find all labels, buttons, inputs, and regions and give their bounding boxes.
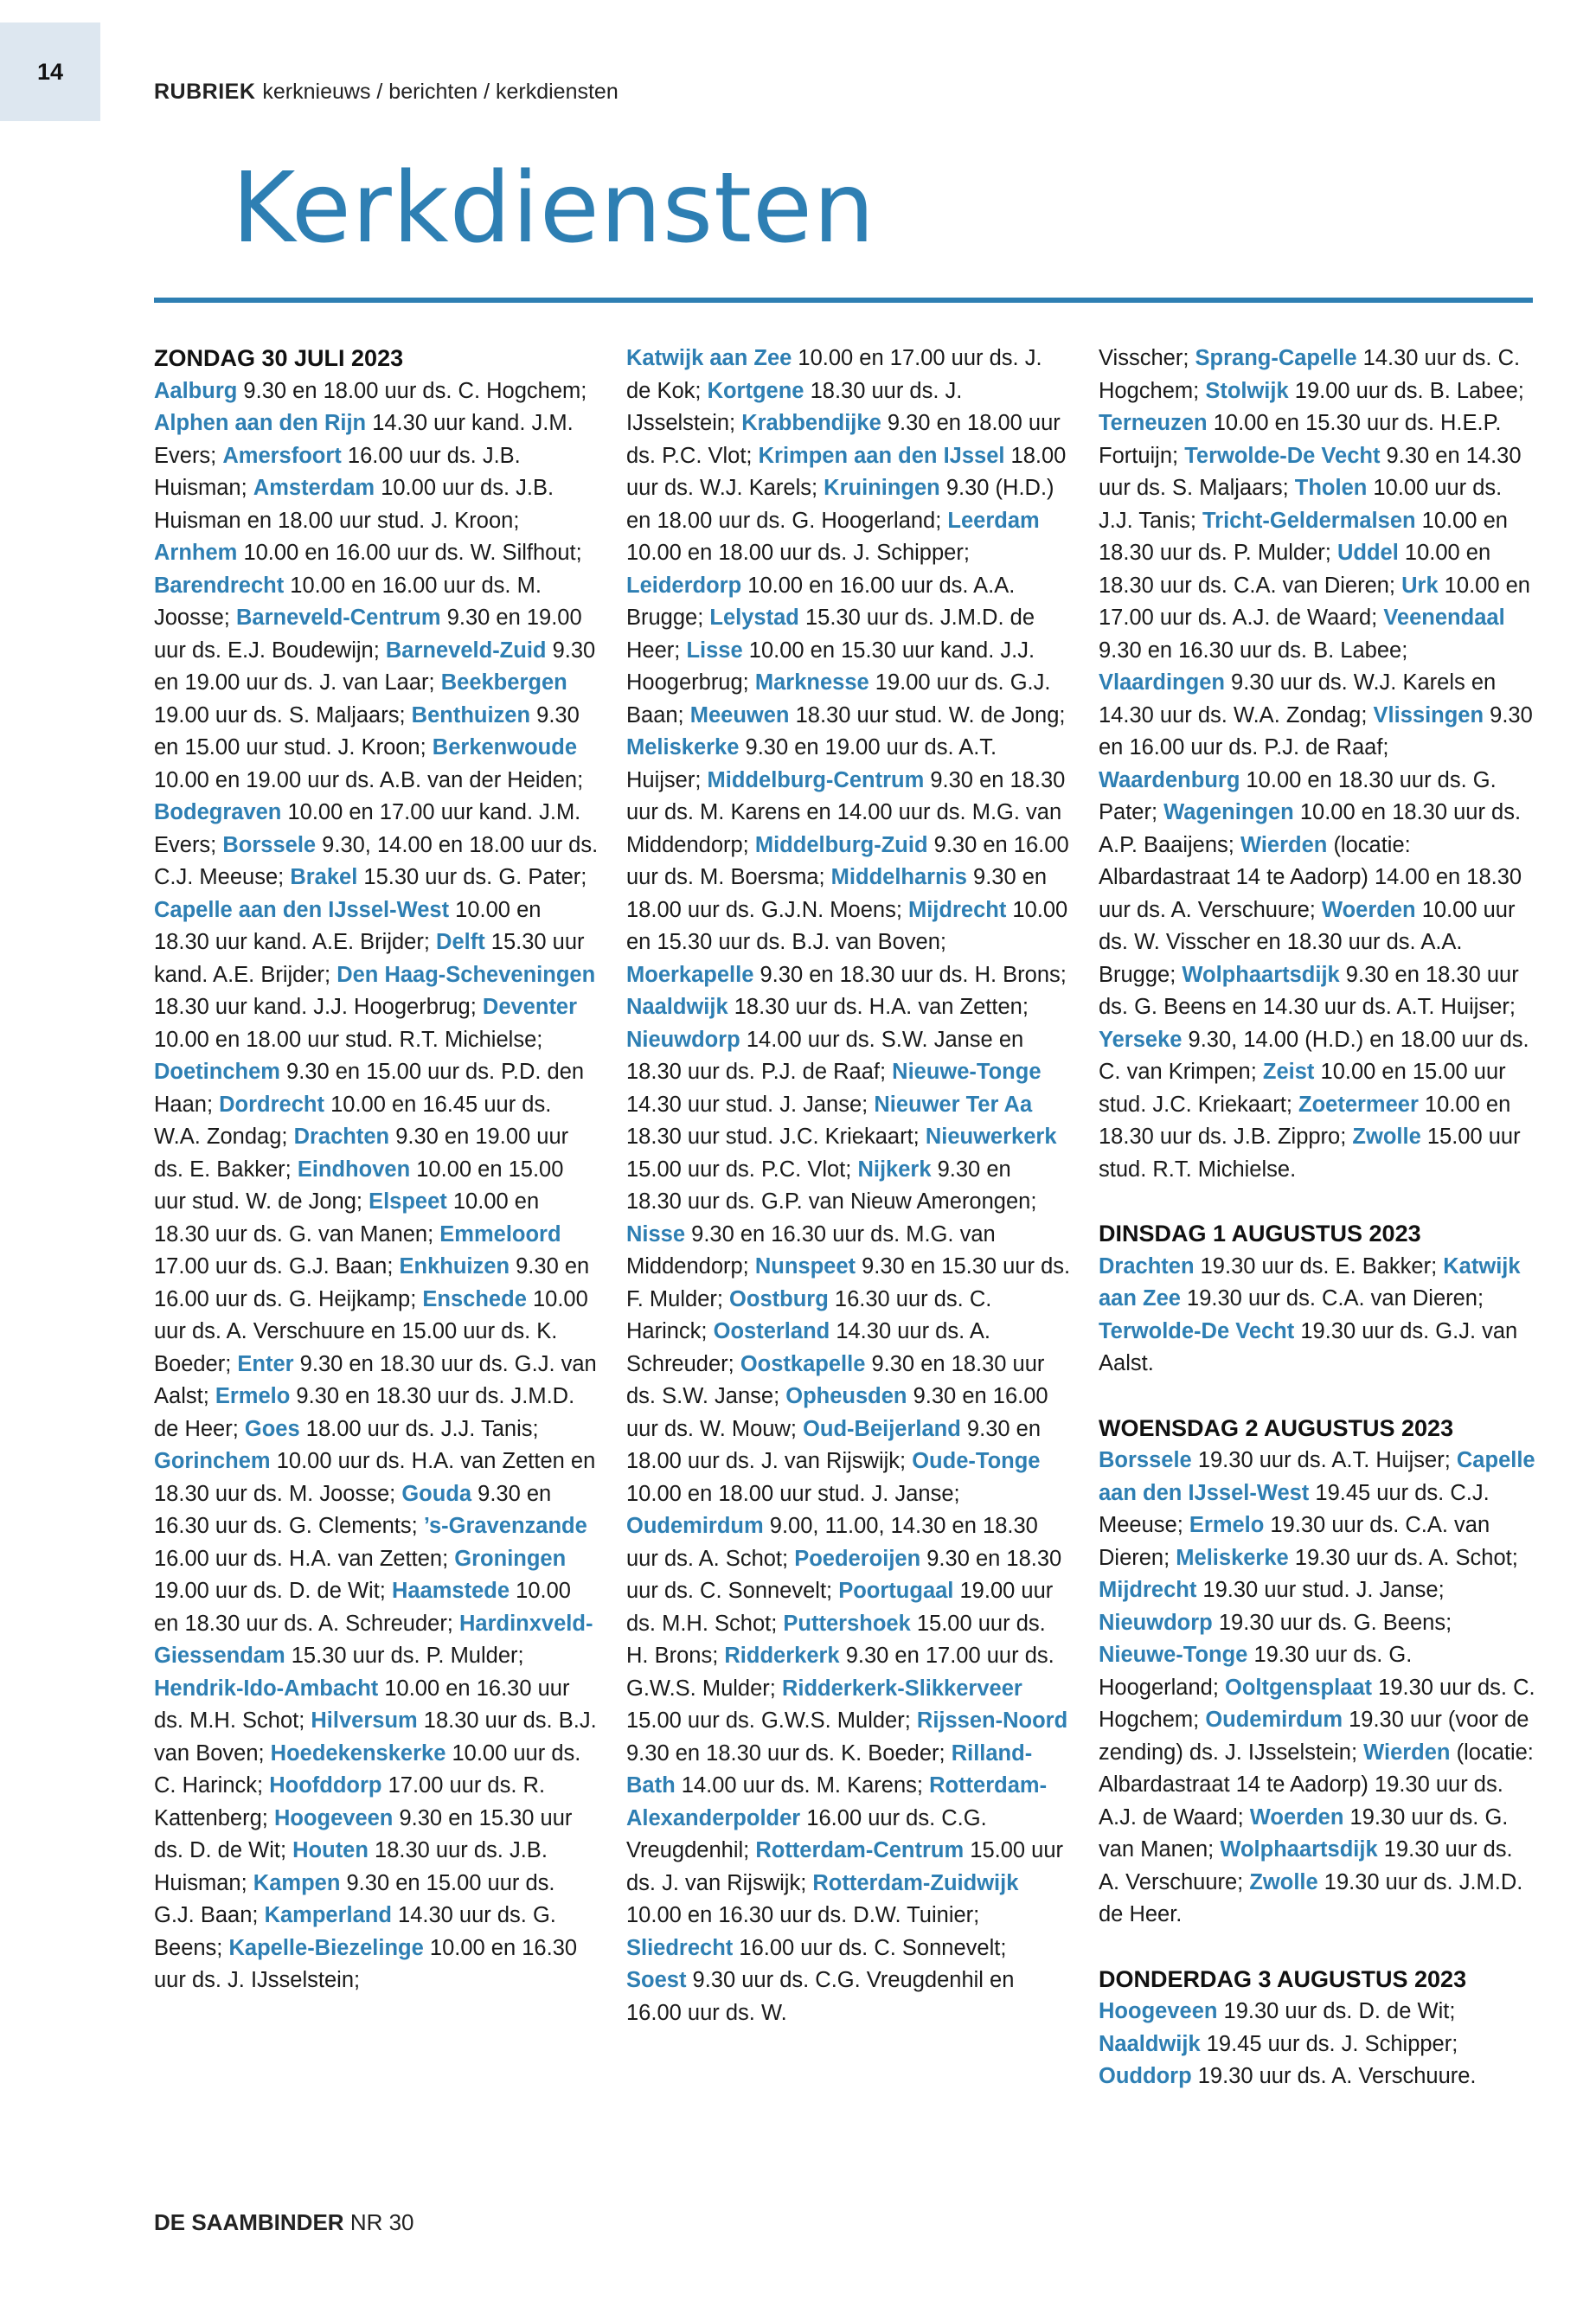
footer-magazine: DE SAAMBINDER [154,2209,344,2235]
place-name: Oostkapelle [740,1351,866,1376]
place-name: Kortgene [707,378,804,403]
service-details: 10.00 en 15.00 uur stud. W. de Jong; [154,1157,564,1214]
service-details: 9.30 en 18.00 uur ds. P.C. Vlot; [626,411,1061,468]
service-details: 9.30 uur ds. W.J. Karels en 14.30 uur ds. W.A. Zondag; [1099,670,1497,727]
place-name: Beekbergen [440,670,567,695]
place-name: Ouddorp [1099,2064,1192,2088]
place-name: Middelburg-Centrum [707,767,925,792]
service-details: 19.30 uur ds. G. Hoogerland; [1099,1643,1413,1700]
place-name: Nijkerk [857,1157,932,1182]
service-details: 15.30 uur ds. J.M.D. de Heer; [626,606,1035,663]
place-name: Rijssen-Noord [916,1708,1068,1733]
service-details: 9.30 en 16.00 uur ds. G. Heijkamp; [154,1254,590,1311]
place-name: Groningen [454,1546,567,1571]
service-list [1099,1996,1535,2093]
place-name: Naaldwijk [626,995,728,1019]
place-name: Nieuwer Ter Aa [874,1092,1033,1117]
service-details: 9.30, 14.00 en 18.00 uur ds. C.J. Meeuse; [154,832,599,889]
service-details: 9.30 en 16.00 uur ds. M. Boersma; [626,832,1069,889]
service-details: 19.30 uur ds. A. Verschuure. [1191,2064,1477,2088]
service-details: 19.30 uur ds. C. Hogchem; [1099,1675,1535,1732]
place-name: ’s-Gravenzande [423,1514,587,1538]
service-details: 14.30 uur ds. C. Hogchem; [1099,346,1521,403]
place-name: Sprang-Capelle [1195,346,1357,370]
place-name: Hilversum [311,1708,418,1733]
place-name: Emmeloord [439,1221,561,1247]
day-heading: DINSDAG 1 AUGUSTUS 2023 [1099,1221,1421,1247]
place-name: Wolphaartsdijk [1220,1837,1378,1862]
service-details: 9.30 en 15.00 uur stud. J. Kroon; [154,702,580,760]
place-name: Mijdrecht [907,897,1007,922]
place-name: Alphen aan den Rijn [154,411,367,435]
place-name: Middelburg-Zuid [754,832,928,857]
service-details: 10.00 en 16.30 uur ds. M.H. Schot; [154,1676,570,1733]
service-details: 9.30 en 18.30 uur ds. S.W. Janse; [626,1351,1045,1408]
place-name: Tholen [1294,476,1368,500]
service-details: 10.00 en 18.30 uur ds. P. Mulder; [1099,508,1508,565]
service-details: 15.00 uur ds. H. Brons; [626,1611,1046,1668]
place-name: Nunspeet [754,1254,856,1279]
service-details: 18.30 uur ds. J.B. Huisman; [154,1838,548,1895]
place-name: Ermelo [1189,1513,1265,1537]
service-details: 9.30 en 19.00 uur ds. E.J. Boudewijn; [154,606,582,663]
service-list [1099,1251,1535,1381]
place-name: Poortugaal [838,1579,954,1603]
place-name: Aalburg [154,378,238,403]
service-day-section [1099,343,1535,1186]
place-name: Lisse [686,638,743,663]
place-name: Wierden [1363,1740,1451,1765]
place-name: Oudemirdum [1205,1708,1343,1732]
service-details: 15.00 uur ds. G.W.S. Mulder; [626,1708,917,1733]
service-details: 9.30 en 18.00 uur ds. C. Hogchem; [237,378,587,403]
place-name: Middelharnis [830,865,967,889]
place-name: Katwijk aan Zee [626,346,792,370]
service-details: (locatie: Albardastraat 14 te Aadorp) 19.30 uur ds. A.J. de Waard; [1099,1740,1534,1830]
column-3 [1099,343,1535,2093]
service-details: 10.00 uur ds. A. Verschuure en 15.00 uur ds. K. Boeder; [154,1286,588,1376]
service-details: 10.00 en 18.00 uur ds. J. Schipper; [626,541,970,565]
day-heading: DONDERDAG 3 AUGUSTUS 2023 [1099,1965,1467,1992]
rubriek-path: kerknieuws / berichten / kerkdiensten [262,80,619,104]
place-name: Nieuwdorp [1099,1610,1213,1635]
place-name: Stolwijk [1205,378,1289,403]
service-details: 10.00 en 15.00 uur stud. J.C. Kriekaart; [1099,1060,1506,1117]
service-details: 14.00 uur ds. S.W. Janse en 18.30 uur ds. P.J. de Raaf; [626,1027,1024,1084]
place-name: Vlissingen [1373,702,1484,727]
service-details: 9.30 en 18.30 uur ds. G.P. van Nieuw Amerongen; [626,1157,1037,1214]
place-name: Yerseke [1099,1027,1183,1052]
place-name: Moerkapelle [626,962,754,987]
service-details: 18.30 uur stud. J.C. Kriekaart; [626,1125,926,1149]
place-name: Poederoijen [794,1546,921,1571]
place-name: Deventer [482,995,578,1019]
service-details: 19.30 uur ds. A. Schot; [1288,1545,1518,1570]
place-name: Doetinchem [154,1060,280,1084]
service-details: 9.30 en 16.30 uur ds. G. Clements; [154,1481,552,1538]
service-details: 10.00 en 18.30 uur kand. A.E. Brijder; [154,897,542,954]
service-day-section [1099,1964,1535,2093]
place-name: Dordrecht [219,1092,324,1117]
service-details: 10.00 en 16.00 uur ds. W. Silfhout; [237,541,582,565]
place-name: Capelle aan den IJssel-West [154,897,450,922]
service-details: 10.00 uur ds. H.A. van Zetten en 18.30 uur ds. M. Joosse; [154,1449,596,1506]
place-name: Wolphaartsdijk [1182,962,1340,987]
service-details: 10.00 en 18.30 uur ds. G. Pater; [1099,767,1497,824]
place-name: Naaldwijk [1099,2031,1201,2056]
service-details: 10.00 en 15.30 uur ds. H.E.P. Fortuijn; [1099,411,1502,468]
service-day-section [154,343,599,1997]
service-details: 16.00 uur ds. J.B. Huisman; [154,443,521,500]
service-details: 9.30 en 14.30 uur ds. S. Maljaars; [1099,443,1522,500]
service-details: 18.00 uur ds. J.J. Tanis; [299,1416,539,1441]
continued-text: Visscher; [1099,346,1195,370]
place-name: Krabbendijke [741,411,881,435]
service-details: 10.00 en 16.00 uur ds. M. Joosse; [154,573,542,630]
service-details: 18.30 uur ds. H.A. van Zetten; [727,995,1029,1019]
service-details: 9.30 en 16.00 uur ds. P.J. de Raaf; [1099,702,1533,760]
service-details: 9.30 en 19.00 uur ds. J. van Laar; [154,638,596,695]
service-details: 10.00 uur ds. J.J. Tanis; [1099,476,1503,533]
service-details: 9.30 en 16.30 uur ds. B. Labee; [1099,638,1408,663]
service-details: 9.30 en 18.30 uur ds. G.J. van Aalst; [154,1351,597,1408]
place-name: Woerden [1249,1804,1344,1830]
service-details: 19.30 uur ds. G.J. van Aalst. [1099,1318,1518,1375]
place-name: Hoogeveen [273,1805,394,1830]
footer [154,2209,414,2236]
section-header [154,80,619,105]
place-name: Mijdrecht [1099,1578,1197,1602]
place-name: Drachten [293,1125,390,1149]
place-name: Uddel [1336,541,1399,565]
service-details: 9.30 en 18.00 uur ds. J. van Rijswijk; [626,1416,1042,1473]
service-details: 19.30 uur ds. A. Verschuure; [1099,1837,1513,1894]
service-details: 19.00 uur ds. S. Maljaars; [154,702,412,727]
place-name: Bodegraven [154,800,282,824]
service-details: 15.30 uur ds. G. Pater; [357,865,587,889]
place-name: Terwolde-De Vecht [1184,443,1381,468]
service-details: 10.00 en 16.30 uur ds. J. IJsselstein; [154,1935,578,1992]
column-2 [626,343,1072,2029]
place-name: Oud-Beijerland [803,1416,961,1441]
service-details: 19.30 uur ds. E. Bakker; [1194,1253,1444,1279]
service-details: 10.00 en 18.00 uur stud. J. Janse; [626,1481,960,1506]
place-name: Hoedekenskerke [270,1740,446,1766]
service-details: 14.30 uur stud. J. Janse; [626,1092,875,1117]
service-details: 10.00 en 18.00 uur stud. R.T. Michielse; [154,1027,543,1052]
service-details: 19.30 uur ds. C.A. van Dieren; [1099,1513,1490,1570]
place-name: Capelle aan den IJssel-West [1099,1448,1535,1505]
service-details: 9.30 en 17.00 uur ds. G.W.S. Mulder; [626,1644,1054,1701]
service-details: 9.30, 14.00 (H.D.) en 18.00 uur ds. C. van Krimpen; [1099,1027,1529,1084]
place-name: Vlaardingen [1099,670,1225,695]
place-name: Kruiningen [824,476,940,500]
page-number: 14 [0,22,100,121]
service-details: 15.00 uur ds. P.C. Vlot; [626,1157,858,1182]
column-1 [154,343,599,1997]
place-name: Enkhuizen [399,1254,510,1279]
place-name: Puttershoek [783,1611,911,1636]
service-details: 15.00 uur ds. J. van Rijswijk; [626,1838,1064,1895]
place-name: Urk [1401,573,1439,598]
service-details: 9.30 en 18.30 uur ds. M. Karens en 14.00 uur ds. M.G. van Middendorp; [626,767,1066,857]
place-name: Rotterdam-Alexanderpolder [626,1773,1048,1830]
service-details: 17.00 uur ds. G.J. Baan; [154,1254,400,1279]
place-name: Enschede [422,1286,527,1311]
place-name: Sliedrecht [626,1935,734,1960]
service-details: 19.30 uur (voor de zending) ds. J. IJsselstein; [1099,1708,1529,1765]
service-details: 19.30 uur ds. J.M.D. de Heer. [1099,1869,1523,1926]
service-details: 10.00 en 18.30 uur ds. G. van Manen; [154,1189,540,1247]
service-details: (locatie: Albardastraat 14 te Aadorp) 14.00 en 18.30 uur ds. A. Verschuure; [1099,832,1522,922]
place-name: Zeist [1262,1060,1315,1084]
service-details: 19.30 uur ds. D. de Wit; [1217,1999,1456,2023]
service-details: 10.00 uur ds. C. Harinck; [154,1740,581,1798]
service-details: 17.00 uur ds. R. Kattenberg; [154,1773,546,1830]
place-name: Brakel [290,865,358,889]
service-details: 10.00 en 17.00 uur ds. J. de Kok; [626,346,1042,403]
service-details: 10.00 en 19.00 uur ds. A.B. van der Heiden; [154,767,584,792]
service-details: 9.30 en 19.00 uur ds. A.T. Huijser; [626,735,997,792]
place-name: Gorinchem [154,1449,271,1473]
service-details: 9.30 en 15.30 uur ds. F. Mulder; [626,1254,1071,1311]
service-details: 19.30 uur ds. A.T. Huijser; [1191,1448,1457,1472]
rubriek-label: RUBRIEK [154,80,256,104]
service-details: 19.30 uur ds. C.A. van Dieren; [1180,1286,1484,1311]
place-name: Ooltgensplaat [1225,1675,1373,1700]
place-name: Goes [244,1416,300,1441]
place-name: Ridderkerk-Slikkerveer [781,1676,1022,1701]
service-details: 14.30 uur ds. G. Beens; [154,1903,556,1960]
place-name: Amersfoort [222,443,342,468]
place-name: Hoogeveen [1099,1999,1218,2023]
place-name: Meliskerke [626,735,740,760]
service-details: 10.00 uur ds. J.B. Huisman en 18.00 uur stud. J. Kroon; [154,476,554,533]
service-details: 14.30 uur kand. J.M. Evers; [154,411,574,468]
service-details: 9.30 en 18.30 uur ds. G. Beens en 14.30 uur ds. A.T. Huijser; [1099,962,1519,1019]
service-details: 19.45 uur ds. J. Schipper; [1200,2031,1458,2056]
service-details: 16.00 uur ds. C.G. Vreugdenhil; [626,1805,987,1862]
place-name: Haamstede [391,1579,510,1603]
service-details: 9.30 en 19.00 uur ds. E. Bakker; [154,1125,569,1182]
day-heading: ZONDAG 30 JULI 2023 [154,345,404,371]
service-details: 19.30 uur ds. G. van Manen; [1099,1804,1509,1862]
place-name: Marknesse [754,670,869,695]
place-name: Rotterdam-Centrum [755,1838,965,1862]
service-details: 10.00 en 17.00 uur kand. J.M. Evers; [154,800,581,857]
place-name: Borssele [222,832,317,857]
place-name: Barneveld-Centrum [235,606,441,630]
service-details: 18.30 uur ds. J. IJsselstein; [626,378,963,435]
service-details: 9.30 en 16.00 uur ds. W. Mouw; [626,1384,1048,1441]
place-name: Kamperland [264,1903,392,1927]
service-details: 16.30 uur ds. C. Harinck; [626,1286,992,1343]
footer-issue: NR 30 [349,2209,414,2235]
place-name: Leiderdorp [626,573,742,598]
service-details: 9.30 en 15.00 uur ds. G.J. Baan; [154,1870,555,1927]
service-details: 19.00 uur ds. D. de Wit; [154,1579,392,1603]
service-details: 10.00 en 18.30 uur ds. A. Schreuder; [154,1579,571,1636]
service-details: 18.00 uur ds. W.J. Karels; [626,443,1067,500]
place-name: Rotterdam-Zuidwijk [812,1870,1019,1895]
place-name: Barneveld-Zuid [385,638,547,663]
service-details: 9.30 en 18.00 uur ds. G.J.N. Moens; [626,865,1048,922]
place-name: Meliskerke [1176,1545,1289,1570]
place-name: Wageningen [1163,800,1294,824]
place-name: Gouda [401,1481,472,1506]
place-name: Rilland-Bath [626,1740,1033,1798]
place-name: Enter [237,1351,294,1376]
place-name: Oosterland [713,1319,830,1343]
place-name: Nisse [626,1221,686,1247]
place-name: Meeuwen [689,702,790,727]
place-name: Veenendaal [1383,606,1505,630]
service-details: 9.30 en 18.30 uur ds. K. Boeder; [626,1740,952,1766]
title-divider [154,298,1533,303]
service-details: 19.00 uur ds. B. Labee; [1288,378,1524,403]
place-name: Nieuwerkerk [925,1125,1057,1149]
place-name: Oude-Tonge [912,1449,1041,1473]
place-name: Elspeet [369,1189,447,1214]
service-details: 16.00 uur ds. H.A. van Zetten; [154,1546,455,1571]
place-name: Zwolle [1352,1125,1421,1149]
place-name: Benthuizen [411,702,531,727]
place-name: Kampen [253,1870,341,1895]
place-name: Borssele [1099,1448,1192,1472]
service-details: 10.00 en 16.45 uur ds. W.A. Zondag; [154,1092,552,1149]
place-name: Tricht-Geldermalsen [1202,508,1416,533]
place-name: Den Haag-Scheveningen [337,962,596,987]
place-name: Hendrik-Ido-Ambacht [154,1676,379,1701]
service-details: 9.00, 11.00, 14.30 en 18.30 uur ds. A. Schot; [626,1514,1038,1571]
place-name: Kapelle-Biezelinge [228,1935,424,1960]
day-heading: WOENSDAG 2 AUGUSTUS 2023 [1099,1414,1454,1441]
service-day-section [626,343,1072,2029]
place-name: Ermelo [215,1384,291,1408]
place-name: Hardinxveld-Giessendam [154,1611,593,1668]
service-details: 10.00 en 15.30 uur ds. B.J. van Boven; [626,897,1068,954]
service-details: 10.00 en 16.30 uur ds. D.W. Tuinier; [626,1903,980,1927]
service-list [1099,343,1535,1186]
service-details: 10.00 en 15.30 uur kand. J.J. Hoogerbrug; [626,638,1035,695]
place-name: Nieuwdorp [626,1027,740,1052]
service-details: 15.30 uur ds. P. Mulder; [285,1644,524,1668]
place-name: Krimpen aan den IJssel [758,443,1005,468]
service-details: 18.30 uur stud. W. de Jong; [789,702,1066,727]
service-details: 9.30 (H.D.) en 18.00 uur ds. G. Hoogerland; [626,476,1054,533]
place-name: Waardenburg [1099,767,1240,792]
place-name: Amsterdam [253,476,375,500]
place-name: Hoofddorp [269,1773,382,1798]
service-details: 19.30 uur ds. G. Beens; [1212,1610,1452,1635]
service-details: 19.00 uur ds. G.J. Baan; [626,670,1051,727]
place-name: Oudemirdum [626,1514,764,1538]
place-name: Leerdam [947,508,1040,533]
service-details: 9.30 en 15.00 uur ds. P.D. den Haan; [154,1060,585,1117]
service-details: 19.00 uur ds. M.H. Schot; [626,1579,1054,1636]
service-details: 9.30 en 18.30 uur ds. J.M.D. de Heer; [154,1384,575,1441]
place-name: Drachten [1099,1253,1195,1279]
service-details: 16.00 uur ds. C. Sonnevelt; [733,1935,1007,1960]
place-name: Delft [436,930,485,954]
service-details: 15.00 uur stud. R.T. Michielse. [1099,1125,1521,1182]
service-details: 10.00 en 16.00 uur ds. A.A. Brugge; [626,573,1016,630]
service-details: 9.30 uur ds. C.G. Vreugdenhil en 16.00 uur ds. W. [626,1968,1015,2025]
place-name: Woerden [1321,897,1416,922]
service-details: 9.30 en 15.30 uur ds. D. de Wit; [154,1805,573,1862]
place-name: Barendrecht [154,573,285,598]
service-details: 18.30 uur kand. J.J. Hoogerbrug; [154,995,483,1019]
service-list [626,343,1072,2029]
service-details: 10.00 en 17.00 uur ds. A.J. de Waard; [1099,573,1530,630]
place-name: Houten [292,1838,369,1862]
service-details: 19.30 uur stud. J. Janse; [1196,1578,1445,1602]
service-details: 10.00 uur ds. W. Visscher en 18.30 uur ds. A.A. Brugge; [1099,897,1516,987]
place-name: Nieuwe-Tonge [1099,1643,1248,1667]
service-details: 9.30 en 18.30 uur ds. H. Brons; [753,962,1067,987]
service-details: 19.45 uur ds. C.J. Meeuse; [1099,1480,1490,1537]
service-day-section [1099,1413,1535,1932]
page-title: Kerkdiensten [232,152,875,265]
place-name: Berkenwoude [432,735,578,760]
place-name: Zwolle [1249,1869,1318,1894]
place-name: Nieuwe-Tonge [892,1060,1042,1084]
service-list [154,375,599,1997]
place-name: Lelystad [709,606,799,630]
place-name: Oostburg [729,1286,829,1311]
service-details: 14.30 uur ds. A. Schreuder; [626,1319,990,1376]
service-details: 10.00 en 18.30 uur ds. C.A. van Dieren; [1099,541,1491,598]
place-name: Terneuzen [1099,411,1208,435]
place-name: Katwijk aan Zee [1099,1253,1521,1311]
service-day-section [1099,1218,1535,1381]
place-name: Ridderkerk [724,1644,840,1668]
service-details: 14.00 uur ds. M. Karens; [675,1773,930,1798]
place-name: Terwolde-De Vecht [1099,1318,1295,1343]
place-name: Opheusden [785,1384,907,1408]
place-name: Eindhoven [297,1157,411,1182]
place-name: Wierden [1240,832,1328,857]
service-details: 9.30 en 16.30 uur ds. M.G. van Middendorp; [626,1221,996,1279]
service-details: 9.30 en 18.30 uur ds. C. Sonnevelt; [626,1546,1062,1603]
service-details: 18.30 uur ds. B.J. van Boven; [154,1708,597,1766]
place-name: Arnhem [154,541,238,565]
place-name: Soest [626,1968,687,1992]
service-details: 10.00 en 18.30 uur ds. A.P. Baaijens; [1099,800,1522,857]
service-list [1099,1445,1535,1932]
service-details: 15.30 uur kand. A.E. Brijder; [154,930,585,987]
place-name: Zoetermeer [1298,1092,1419,1117]
service-details: 10.00 en 18.30 uur ds. J.B. Zippro; [1099,1092,1511,1149]
